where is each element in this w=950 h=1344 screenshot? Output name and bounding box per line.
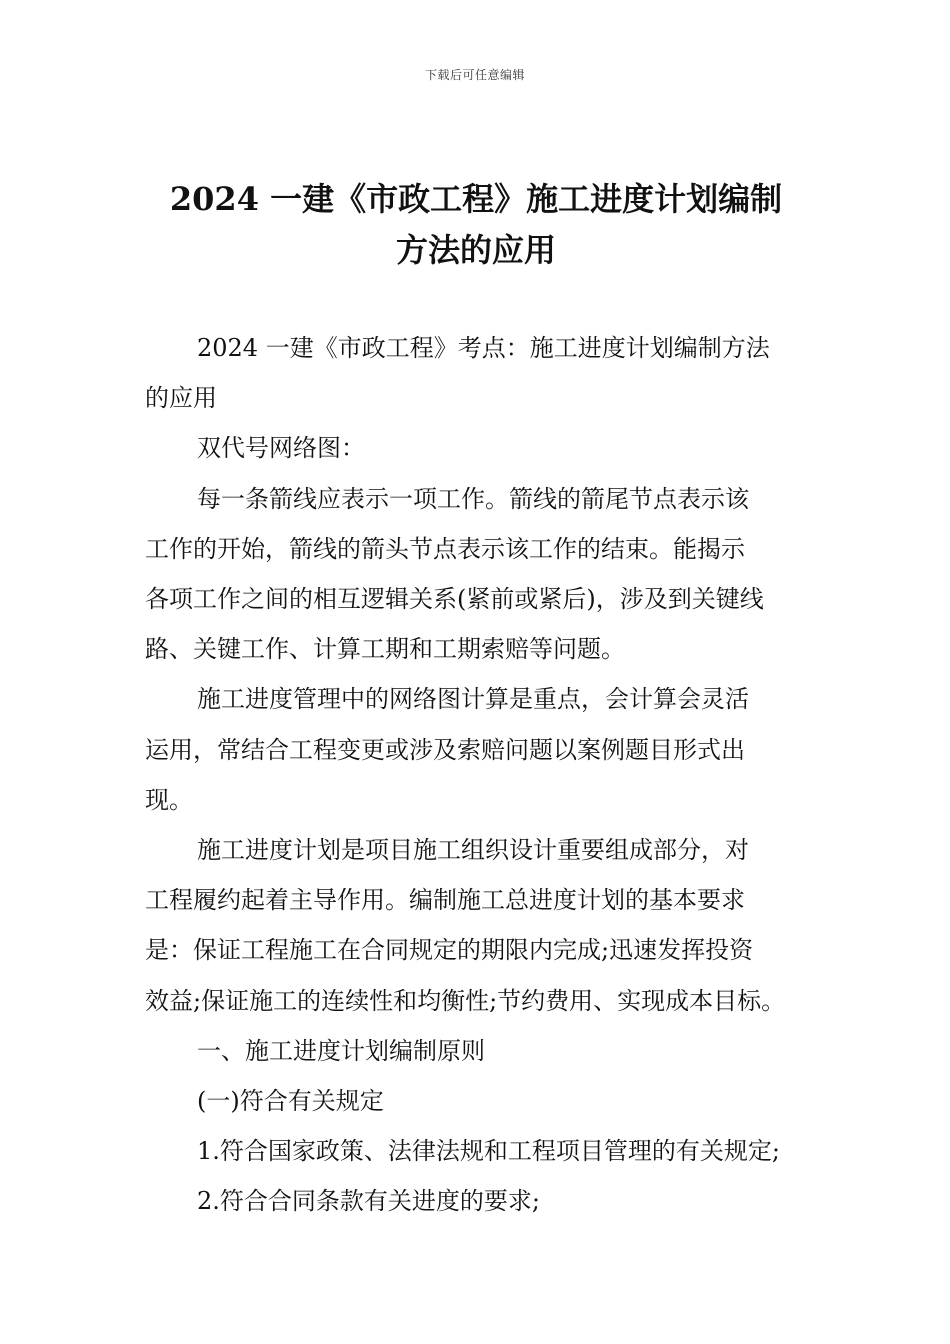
subsection-heading-regulations xyxy=(145,1076,807,1126)
document-title xyxy=(145,174,807,276)
paragraph-intro xyxy=(145,323,807,423)
text-line: 2.符合合同条款有关进度的要求; xyxy=(197,1187,540,1216)
text-line: 各项工作之间的相互逻辑关系(紧前或紧后)，涉及到关键线 xyxy=(145,585,764,614)
paragraph-arrow-definition xyxy=(145,474,807,675)
text-line: 工作的开始，箭线的箭头节点表示该工作的结束。能揭示 xyxy=(145,534,745,563)
text-line: 双代号网络图： xyxy=(197,434,365,463)
text-line: (一)符合有关规定 xyxy=(197,1087,384,1116)
text-line: 施工进度管理中的网络图计算是重点，会计算会灵活 xyxy=(197,685,749,714)
text-line: 每一条箭线应表示一项工作。箭线的箭尾节点表示该 xyxy=(197,484,749,513)
text-line: 运用，常结合工程变更或涉及索赔问题以案例题目形式出 xyxy=(145,735,745,764)
text-line: 路、关键工作、计算工期和工期索赔等问题。 xyxy=(145,635,625,664)
text-line: 是：保证工程施工在合同规定的期限内完成;迅速发挥投资 xyxy=(145,936,754,965)
paragraph-network-calculation xyxy=(145,674,807,825)
text-line: 一、施工进度计划编制原则 xyxy=(197,1036,485,1065)
paragraph-schedule-requirements xyxy=(145,825,807,1026)
list-item-2 xyxy=(145,1176,807,1226)
text-line: 的应用 xyxy=(145,384,217,413)
text-line: 现。 xyxy=(145,785,193,814)
text-line: 施工进度计划是项目施工组织设计重要组成部分，对 xyxy=(197,836,749,865)
text-line: 效益;保证施工的连续性和均衡性;节约费用、实现成本目标。 xyxy=(145,986,786,1015)
title-line-2: 方法的应用 xyxy=(395,231,556,269)
paragraph-network-heading xyxy=(145,423,807,473)
list-item-1 xyxy=(145,1126,807,1176)
text-line: 2024 一建《市政工程》考点：施工进度计划编制方法 xyxy=(197,334,770,362)
header-note: 下载后可任意编辑 xyxy=(424,68,525,82)
text-line: 1.符合国家政策、法律法规和工程项目管理的有关规定; xyxy=(197,1137,780,1166)
text-line: 工程履约起着主导作用。编制施工总进度计划的基本要求 xyxy=(145,886,745,915)
document-body xyxy=(145,323,807,1227)
title-line-1: 2024 一建《市政工程》施工进度计划编制 xyxy=(169,180,783,218)
section-heading-principles xyxy=(145,1026,807,1076)
